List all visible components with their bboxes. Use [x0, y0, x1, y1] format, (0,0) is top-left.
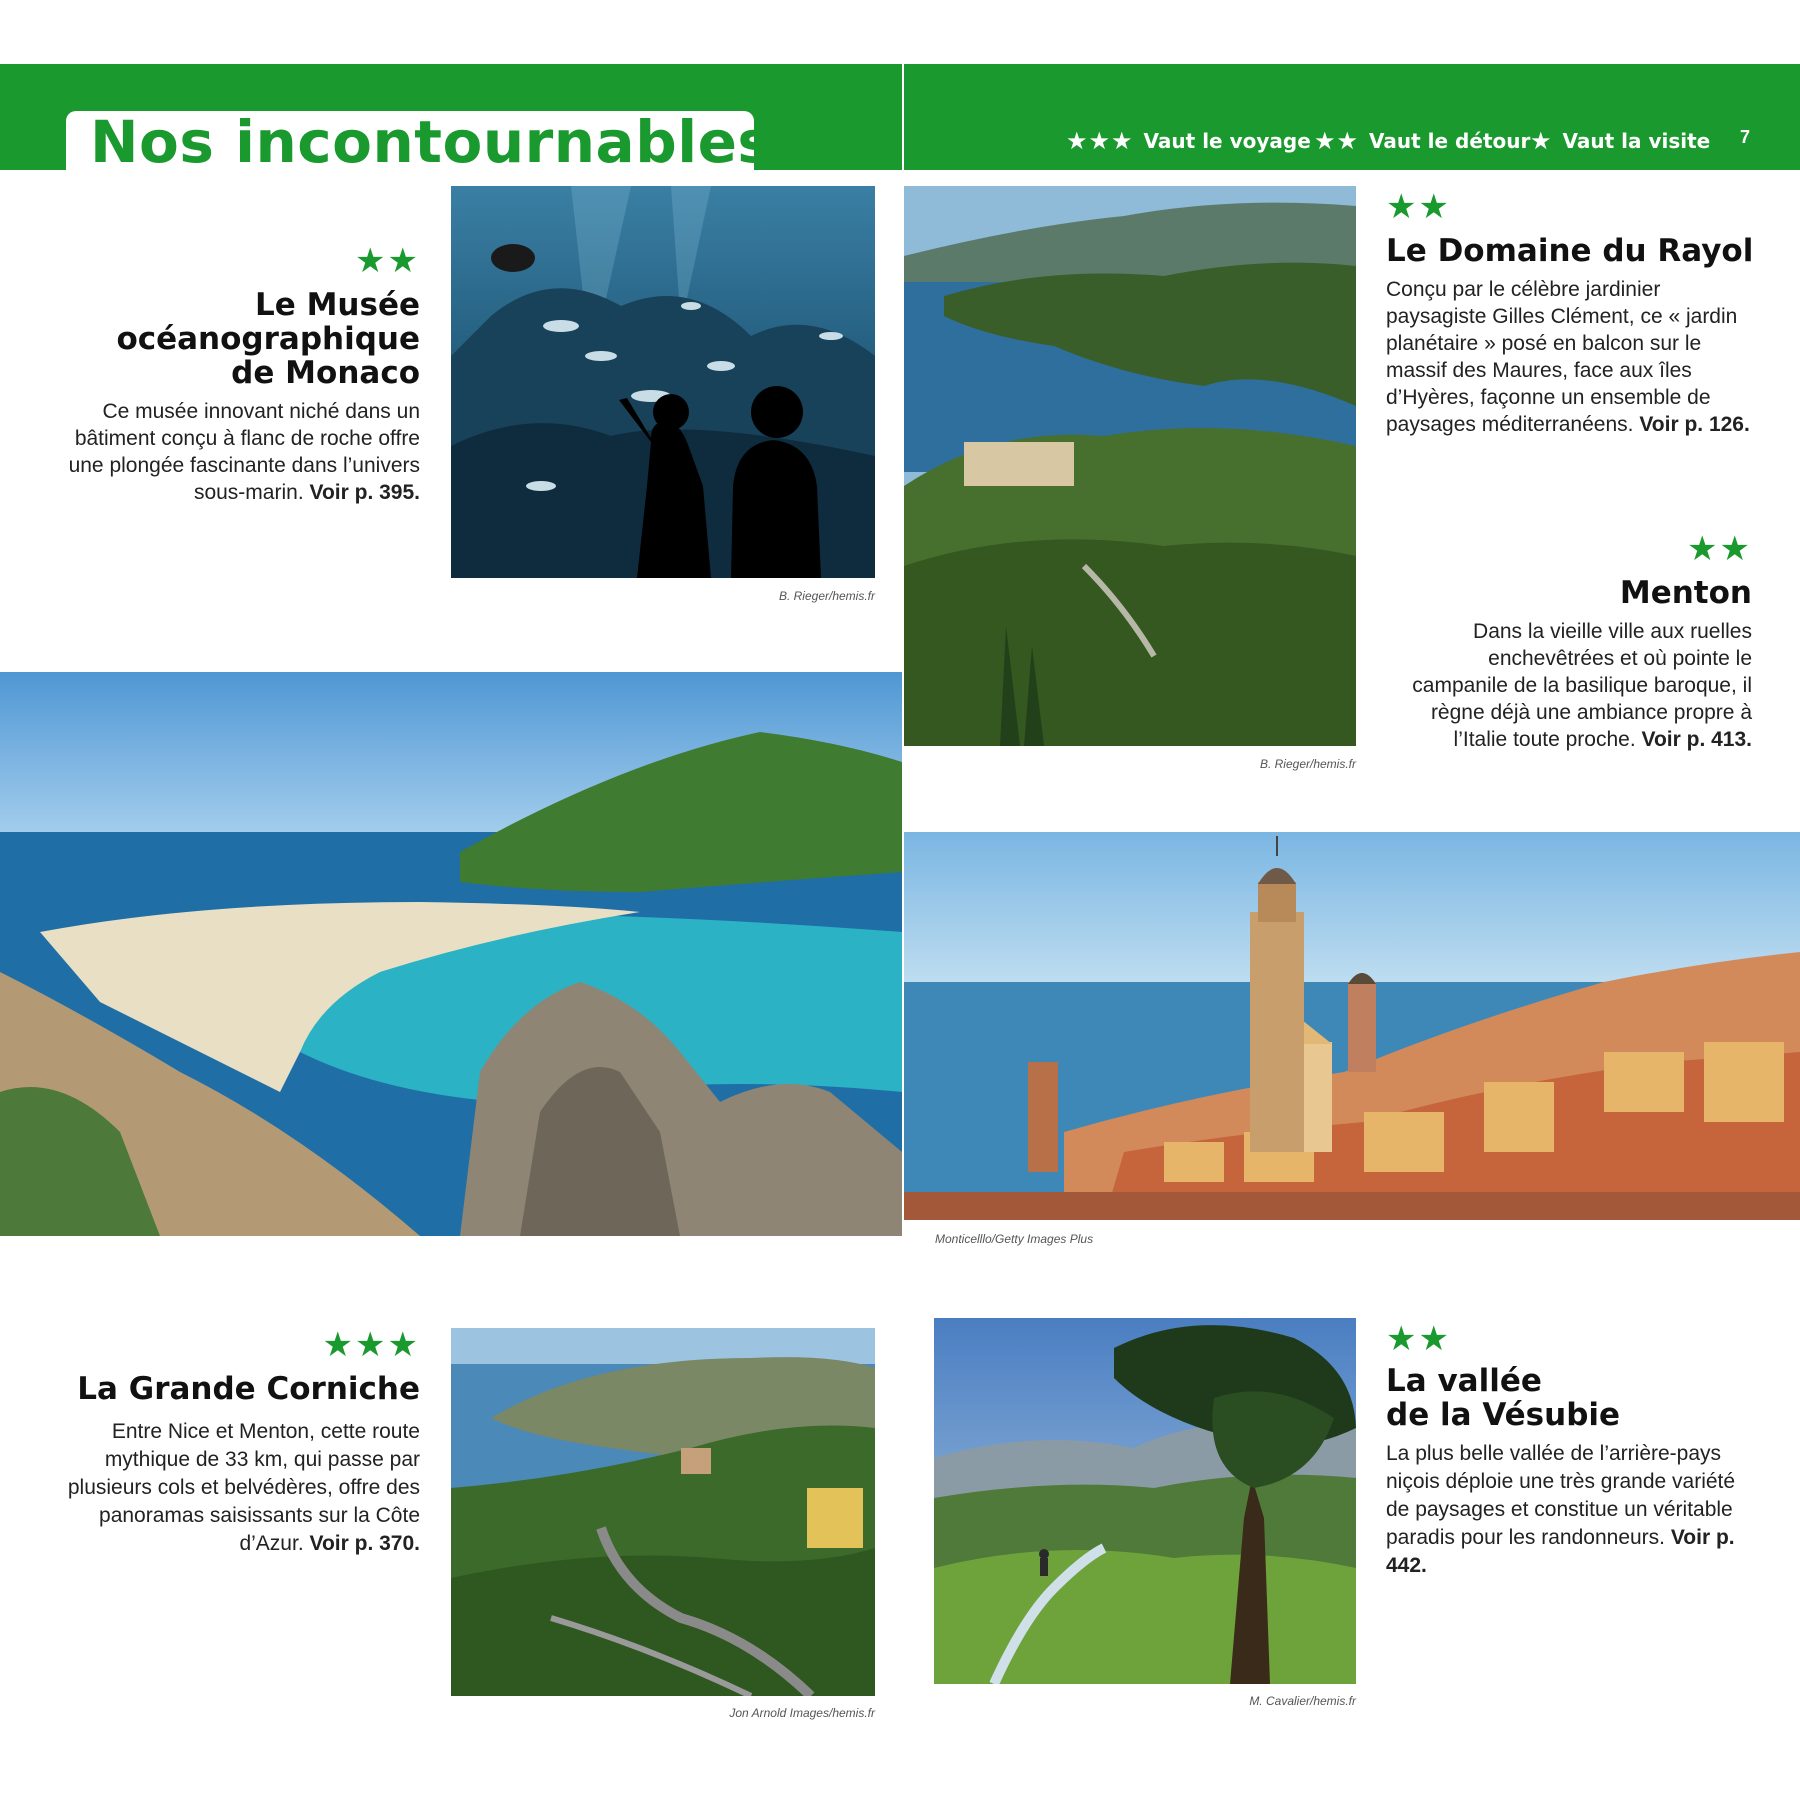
- rating-stars: ★★: [1386, 188, 1451, 226]
- title-line: Le Domaine du Rayol: [1386, 233, 1754, 269]
- entry-title-vesubie: [1386, 1364, 1786, 1432]
- photo-credit-aquarium: B. Rieger/hemis.fr: [778, 589, 875, 603]
- legend-one-star: [1530, 124, 1710, 158]
- entry-description: Ce musée innovant niché dans un bâtiment conçu à flanc de roche offre une plongée fascinante dans l’univers sous-marin.: [68, 400, 420, 504]
- entry-title-menton: [1400, 576, 1752, 610]
- entry-title-corniche: [40, 1372, 420, 1406]
- entry-description: La plus belle vallée de l’arrière-pays niçois déploie une très grande variété de paysages et constitue un véritable paradis pour les randonneurs.: [1386, 1442, 1736, 1549]
- entry-text-rayol: [1386, 276, 1766, 438]
- page-number: 7: [1740, 127, 1751, 147]
- beach-photo: [0, 672, 902, 1236]
- corniche-photo: [451, 1328, 875, 1696]
- entry-description: Conçu par le célèbre jardinier paysagiste Gilles Clément, ce « jardin planétaire » posé en balcon sur le massif des Maures, face aux îles d’Hyères, façonne un ensemble de paysages méditerranéens.: [1386, 278, 1738, 436]
- photo-credit-rayol: B. Rieger/hemis.fr: [1259, 757, 1356, 771]
- photo-credit-corniche: Jon Arnold Images/hemis.fr: [729, 1706, 875, 1720]
- entry-description: Dans la vieille ville aux ruelles enchevêtrées et où pointe le campanile de la basilique baroque, il règne déjà une ambiance propre à l’Italie toute proche.: [1412, 620, 1752, 751]
- entry-text-vesubie: [1386, 1440, 1756, 1580]
- rating-stars: ★★: [355, 242, 420, 280]
- rating-stars: ★★: [1687, 530, 1752, 568]
- entry-text-corniche: [56, 1418, 420, 1558]
- page-title: Nos incontournables: [90, 108, 773, 176]
- entry-title-rayol: [1386, 234, 1786, 268]
- title-line: La Grande Corniche: [77, 1371, 420, 1407]
- rating-stars: ★★★: [322, 1326, 420, 1364]
- menton-photo: [904, 832, 1800, 1220]
- title-line: Menton: [1619, 575, 1752, 611]
- entry-text-monaco: [56, 398, 420, 506]
- legend-label: Vaut le voyage: [1143, 129, 1311, 153]
- page-reference: Voir p. 395.: [309, 481, 420, 504]
- title-line: de la Vésubie: [1386, 1397, 1621, 1433]
- title-line: Le Musée: [255, 287, 420, 323]
- title-line: La vallée: [1386, 1363, 1542, 1399]
- rating-stars: ★★: [1386, 1320, 1451, 1358]
- rayol-photo: [904, 186, 1356, 746]
- entry-description: Entre Nice et Menton, cette route mythique de 33 km, qui passe par plusieurs cols et belvédères, offre des panoramas saisissants sur la Côte d’Azur.: [67, 1420, 420, 1555]
- title-line: de Monaco: [231, 355, 420, 391]
- page-reference: Voir p. 442.: [1386, 1526, 1735, 1577]
- legend-three-stars: [1066, 124, 1311, 158]
- vesubie-photo: [934, 1318, 1356, 1684]
- entry-text-menton: [1400, 618, 1752, 753]
- page-reference: Voir p. 126.: [1639, 413, 1750, 436]
- title-line: océanographique: [116, 321, 420, 357]
- photo-credit-vesubie: M. Cavalier/hemis.fr: [1249, 1694, 1356, 1708]
- star-icon: ★: [1530, 127, 1553, 155]
- legend-label: Vaut la visite: [1562, 129, 1711, 153]
- photo-credit-menton: Monticelllo/Getty Images Plus: [935, 1232, 1094, 1246]
- page-reference: Voir p. 413.: [1641, 728, 1752, 751]
- legend-label: Vaut le détour: [1369, 129, 1531, 153]
- star-icon: ★★★: [1066, 127, 1134, 155]
- entry-title-monaco: [60, 288, 420, 390]
- star-icon: ★★: [1314, 127, 1360, 155]
- page-reference: Voir p. 370.: [309, 1532, 420, 1555]
- aquarium-photo: [451, 186, 875, 578]
- legend-two-stars: [1314, 124, 1530, 158]
